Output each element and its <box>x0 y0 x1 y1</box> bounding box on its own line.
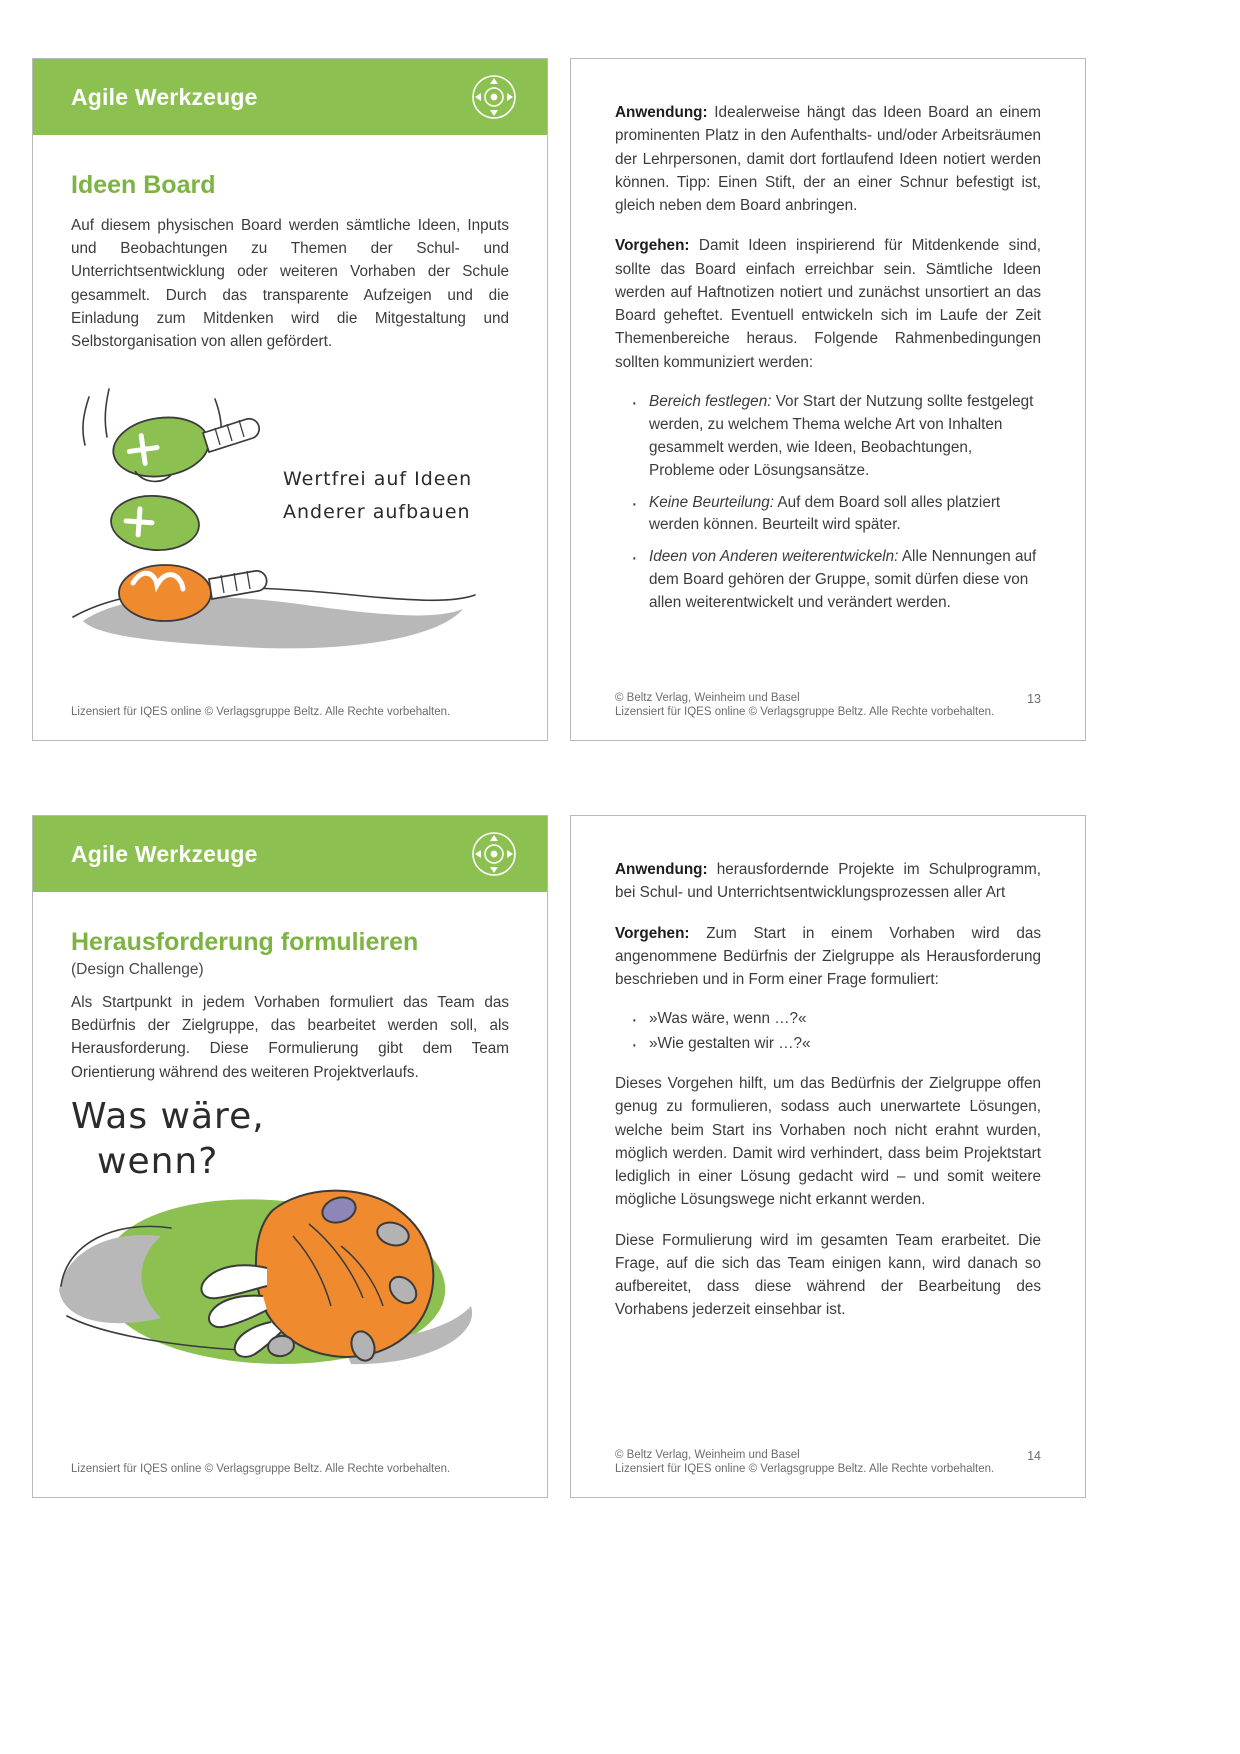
label-vorgehen: Vorgehen: <box>615 924 690 942</box>
bullet-list <box>615 391 1041 615</box>
card-spread-1 <box>32 58 1086 741</box>
bullet-text: Vor Start der Nutzung sollte festgelegt werden, zu welchem Thema welche Art von Inhalten gesammelt werden, wie Ideen, Beobachtungen, Probleme oder Lösungsansätze. <box>649 392 1034 479</box>
bullet-text: Auf dem Board soll alles platziert werden können. Beurteilt wird später. <box>649 493 1001 534</box>
card-spread-2 <box>32 815 1086 1498</box>
bullet-lead: Keine Beurteilung: <box>649 493 775 511</box>
target-compass-icon <box>469 829 519 879</box>
card-header <box>33 59 547 135</box>
card-subtitle: (Design Challenge) <box>71 960 204 978</box>
label-anwendung: Anwendung: <box>615 861 708 878</box>
card-footer <box>615 692 1041 718</box>
card-intro-text: Auf diesem physischen Board werden sämtliche Ideen, Inputs und Beobachtungen zu Themen der Schul- und Unterrichtsentwicklung oder weiteren Vorhaben der Schule gesammelt. Durch das transparente Aufzeigen und die Einladung zum Mitdenken wird die Mitgestaltung und Selbstorganisation von allen gefördert. <box>71 216 509 350</box>
list-item <box>631 1008 1041 1031</box>
license-footer: Lizensiert für IQES online © Verlagsgruppe Beltz. Alle Rechte vorbehalten. <box>615 1463 995 1475</box>
copyright-line: © Beltz Verlag, Weinheim und Basel <box>615 1449 800 1461</box>
card-title: Ideen Board <box>71 171 216 199</box>
list-item <box>631 1033 1041 1056</box>
list-item <box>631 546 1041 615</box>
card-header <box>33 816 547 892</box>
page-number: 13 <box>1027 692 1041 706</box>
paragraph-explanation: Dieses Vorgehen hilft, um das Bedürfnis der Zielgruppe offen genug zu formulieren, sodass auch unerwartete Lösungen, welche beim Start ins Vorhaben noch nicht erahnt wurden, möglich werden. Damit wird verhindert, dass beim Projektstart lediglich in einer Lösung gedacht wird – und somit weitere mögliche Lösungswege nicht erkannt werden. <box>615 1075 1041 1209</box>
card-title: Herausforderung formulieren <box>71 928 419 956</box>
license-footer: Lizensiert für IQES online © Verlagsgruppe Beltz. Alle Rechte vorbehalten. <box>71 1463 451 1475</box>
card-header-title: Agile Werkzeuge <box>71 840 258 867</box>
label-vorgehen: Vorgehen: <box>615 237 690 255</box>
illustration-caption-line-1: Wertfrei auf Ideen <box>283 468 473 491</box>
paragraph-anwendung <box>615 101 1041 217</box>
text-vorgehen: Damit Ideen inspirierend für Mitdenkende sind, sollte das Board einfach erreichbar sein. Sämtliche Ideen werden auf Haftnotizen notiert und zunächst unsortiert an das Board geheftet. Eventuell entwickeln sich im Laufe der Zeit Themenbereiche heraus. Folgende Rahmenbedingungen sollten kommuniziert werden: <box>615 237 1041 371</box>
card-footer <box>615 1449 1041 1475</box>
card-body <box>33 135 547 353</box>
tool-card-herausforderung-back <box>570 815 1086 1498</box>
bullet-lead: Ideen von Anderen weiterentwickeln: <box>649 548 899 566</box>
illustration-caption-line-2: wenn? <box>97 1140 219 1182</box>
text-anwendung: Idealerweise hängt das Ideen Board an einem prominenten Platz in den Aufenthalts- und/oder Arbeitsräumen der Lehrpersonen, damit dort fortlaufend Ideen notiert werden können. Tipp: Einen Stift, der an einer Schnur befestigt ist, gleich neben dem Board anbringen. <box>615 104 1041 214</box>
illustration-lightbulbs <box>33 371 547 671</box>
license-footer: Lizensiert für IQES online © Verlagsgruppe Beltz. Alle Rechte vorbehalten. <box>71 706 451 718</box>
illustration-caption-line-1: Was wäre, <box>71 1095 265 1137</box>
illustration-caption-line-2: Anderer aufbauen <box>283 500 471 523</box>
bullet-text: »Was wäre, wenn …?« <box>649 1010 807 1028</box>
tool-card-ideen-board <box>32 58 548 741</box>
list-item <box>631 391 1041 483</box>
tool-card-ideen-board-back <box>570 58 1086 741</box>
card-body <box>33 892 547 1084</box>
page-number: 14 <box>1027 1449 1041 1463</box>
license-footer: Lizensiert für IQES online © Verlagsgruppe Beltz. Alle Rechte vorbehalten. <box>615 706 995 718</box>
copyright-line: © Beltz Verlag, Weinheim und Basel <box>615 692 800 704</box>
target-compass-icon <box>469 72 519 122</box>
paragraph-vorgehen <box>615 922 1041 992</box>
list-item <box>631 492 1041 538</box>
card-header-title: Agile Werkzeuge <box>71 83 258 110</box>
paragraph-team: Diese Formulierung wird im gesamten Team erarbeitet. Die Frage, auf die sich das Team einigen kann, wird danach so aufbereitet, dass diese während der Bearbeitung des Vorhabens jederzeit einsehbar ist. <box>615 1231 1041 1319</box>
card-intro-text: Als Startpunkt in jedem Vorhaben formuliert das Team das Bedürfnis der Zielgruppe, das bearbeitet werden soll, als Herausforderung. Diese Formulierung gibt dem Team Orientierung während des weiteren Projektverlaufs. <box>71 993 509 1081</box>
illustration-hand <box>33 1090 547 1420</box>
paragraph-anwendung <box>615 858 1041 905</box>
label-anwendung: Anwendung: <box>615 104 708 121</box>
tool-card-herausforderung <box>32 815 548 1498</box>
bullet-text: Alle Nennungen auf dem Board gehören der Gruppe, somit dürfen diese von allen weiterentwickelt und verändert werden. <box>649 548 1037 612</box>
bullet-lead: Bereich festlegen: <box>649 392 772 410</box>
illustration-caption <box>283 463 472 528</box>
text-anwendung: herausfordernde Projekte im Schulprogramm, bei Schul- und Unterrichtsentwicklungsprozessen aller Art <box>615 861 1041 902</box>
bullet-text: »Wie gestalten wir …?« <box>649 1035 811 1053</box>
paragraph-vorgehen <box>615 234 1041 374</box>
text-vorgehen: Zum Start in einem Vorhaben wird das angenommene Bedürfnis der Zielgruppe als Herausforderung beschrieben und in Form einer Frage formuliert: <box>615 924 1041 988</box>
bullet-list <box>615 1008 1041 1056</box>
